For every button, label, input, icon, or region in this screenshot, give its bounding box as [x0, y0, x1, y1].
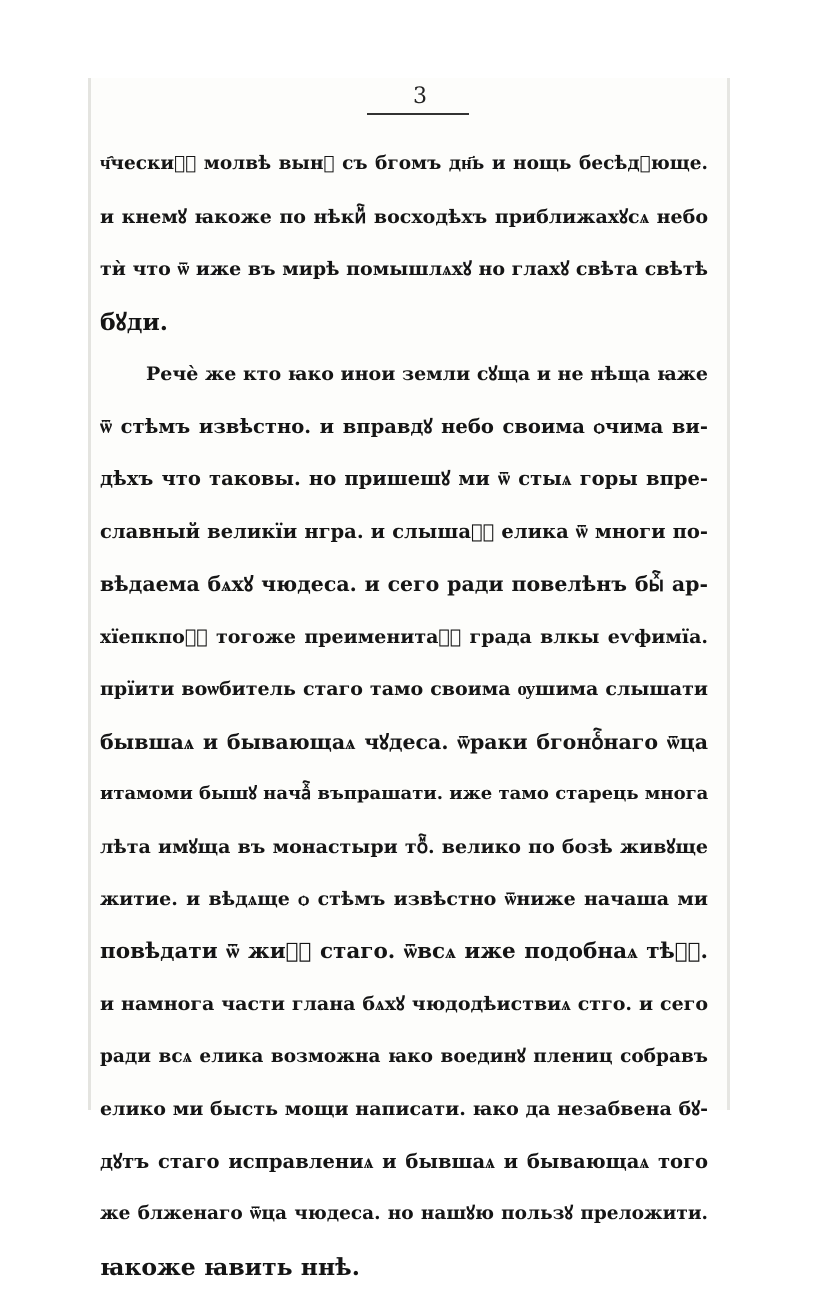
text-line: славный великїи нгра. и слышаⷯ҇ елика ѿ многи по- [100, 506, 708, 559]
text-line: лѣта имꙋща въ монастыри тоⷨ҇. велико по бозѣ живꙋще [100, 821, 708, 874]
text-line: тѝ что ѿ иже въ мирѣ помышлѧхꙋ но глахꙋ свѣта свѣтѣ [100, 243, 708, 296]
text-line: житие. и вѣдѧще ѻ стѣмъ извѣстно ѿниже начаша ми [100, 873, 708, 926]
text-line: и кнемꙋ ꙗкоже по нѣкиⷨ҇ восходѣхъ приближахꙋсѧ небо [100, 191, 708, 244]
text-line: бꙋди. [100, 296, 708, 349]
paragraph-first-line: Речѐ же кто ꙗко инои земли сꙋща и не нѣща ꙗже [100, 348, 708, 401]
text-line: бывшаѧ и бывающаѧ чꙋдеса. ѿраки бгоноⷭ҇наго ѿца [100, 716, 708, 769]
text-line: вѣдаема бѧхꙋ чюдеса. и сего ради повелѣнъ быⷯ҇ ар- [100, 558, 708, 611]
text-line: прїити воѡбитель стаго тамо своима ѹшима слышати [100, 663, 708, 716]
text-line: хїепкпоⷨ҇ тогоже преименитаⷢ҇ града влкы еѵфимїа. [100, 611, 708, 664]
text-line: же блженаго ѿца чюдеса. но нашꙋю пользꙋ преложити. [100, 1188, 708, 1241]
text-line: повѣдати ѿ жиⷮ҇ стаго. ѿвсѧ иже подобнаѧ тѣⷯ҇. [100, 926, 708, 979]
text-body [100, 138, 708, 1293]
text-line: елико ми бысть мощи написати. ꙗко да незабвена бꙋ- [100, 1083, 708, 1136]
text-line-last: ꙗкоже ꙗвить ннѣ. [100, 1241, 708, 1293]
text-line: дѣхъ что таковы. но пришешꙋ ми ѿ стыѧ горы впре- [100, 453, 708, 506]
text-line: ради всѧ елика возможна ꙗко воединꙋ плениц собравъ [100, 1031, 708, 1084]
text-line: ѿ стѣмъ извѣстно. и вправдꙋ небо своима ѻчима ви- [100, 401, 708, 454]
text-line: ч҄ческиⷨ҇ молвѣ вынꙋ съ бгомъ дн҃ь и нощь бесѣдꙋюще. [100, 138, 708, 191]
page-number: 3 [0, 84, 840, 109]
text-line: и намнога части глана бѧхꙋ чюдодѣиствиѧ стго. и сего [100, 978, 708, 1031]
text-line: дꙋтъ стаго исправлениѧ и бывшаѧ и бывающаѧ того [100, 1136, 708, 1189]
text-line: итамоми бышꙋ начаⷯ҇ въпрашати. иже тамо старець многа [100, 768, 708, 821]
page-number-rule [367, 113, 469, 115]
